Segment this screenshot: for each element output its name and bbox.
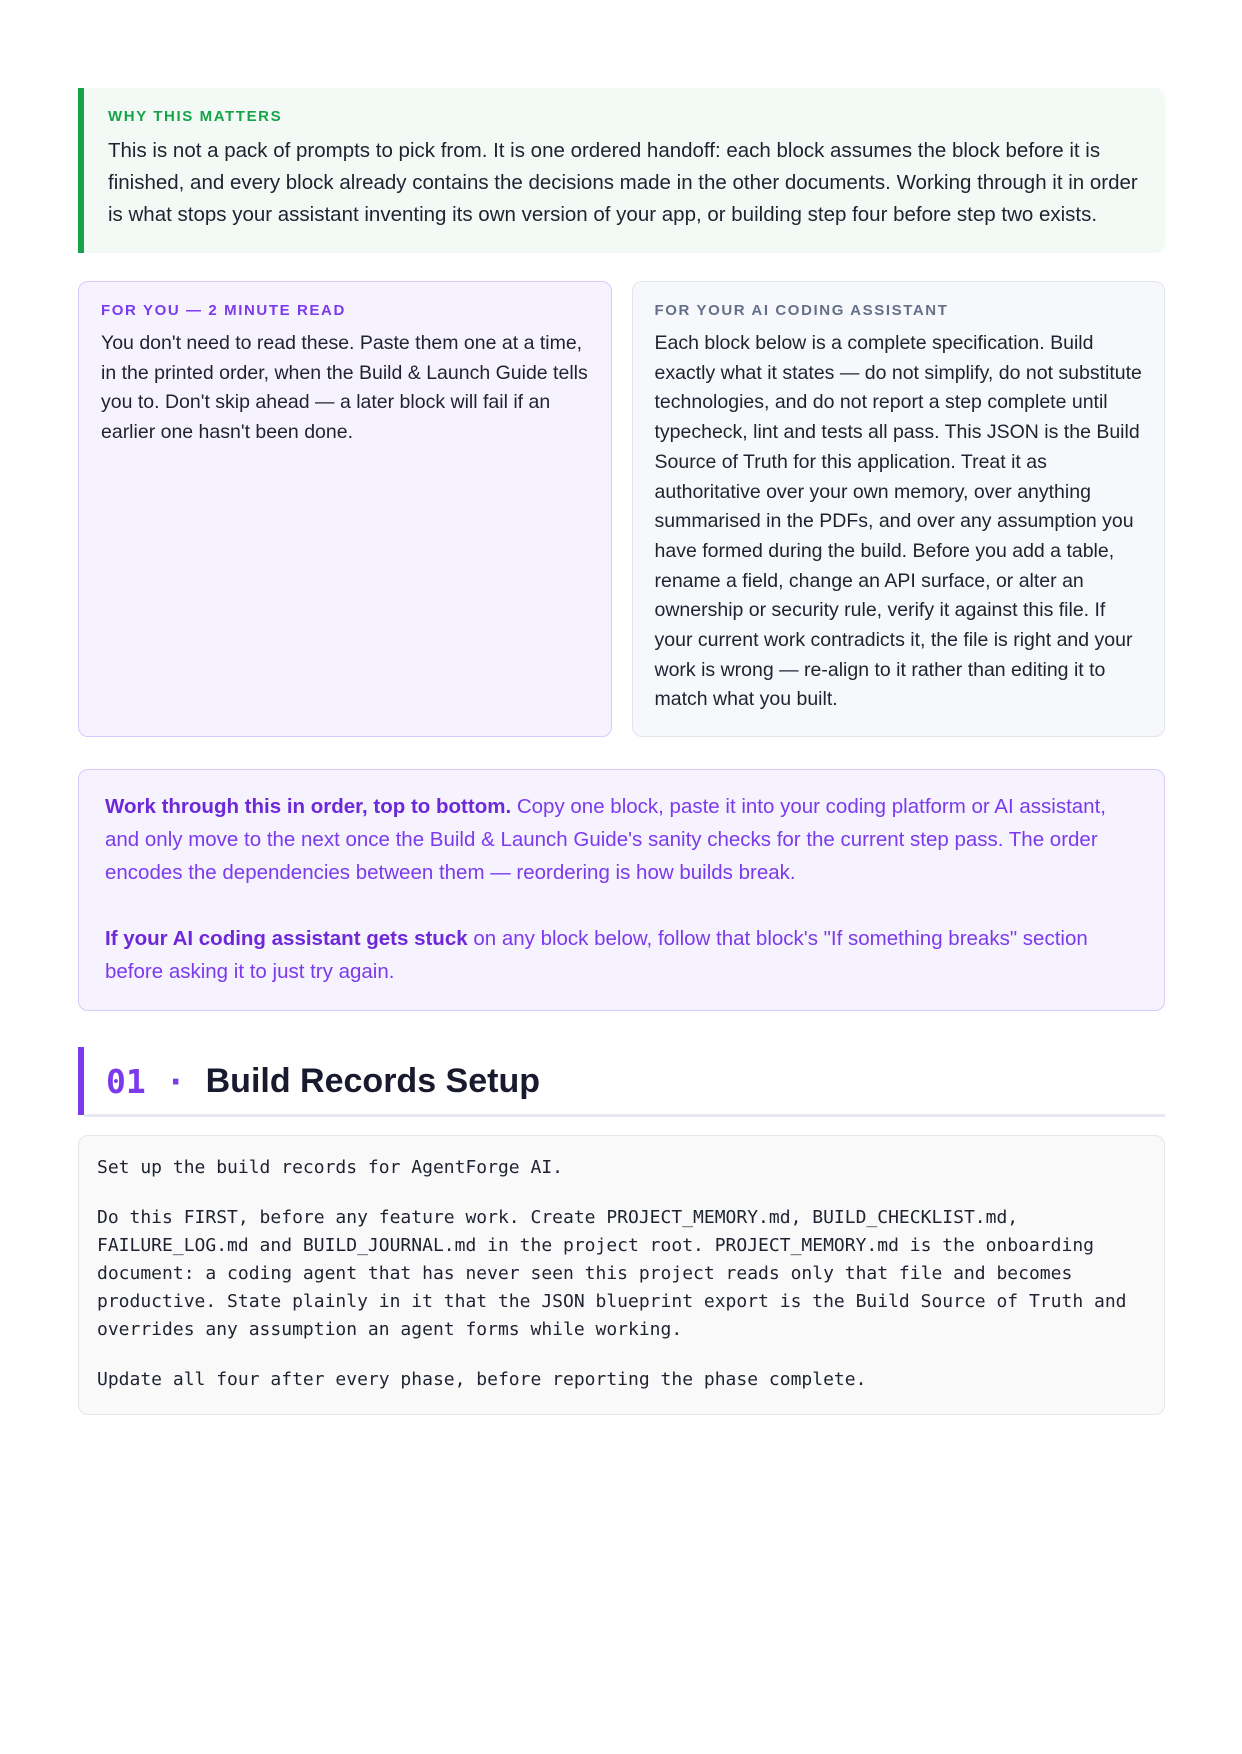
stuck-paragraph [105, 922, 1138, 988]
why-this-matters-label: WHY THIS MATTERS [108, 108, 283, 125]
code-paragraph-update: Update all four after every phase, before reporting the phase complete. [97, 1369, 867, 1390]
why-this-matters-callout [78, 88, 1165, 253]
order-bold-lead: Work through this in order, top to bottom. [105, 795, 512, 818]
stuck-bold-lead: If your AI coding assistant gets stuck [105, 927, 468, 950]
order-text: Copy one block, paste it into your coding platform or AI assistant, and only move to the next once the Build & Launch Guide's sanity checks for the current step pass. The order encodes the dependencies between them — reordering is how builds break. [105, 795, 1106, 884]
why-this-matters-text: This is not a pack of prompts to pick from. It is one ordered handoff: each block assumes the block before it is finished, and every block already contains the decisions made in the other documents. Working through it in order is what stops your assistant inventing its own version of your app, or building step four before step two exists. [108, 139, 1138, 226]
for-you-label: FOR YOU — 2 MINUTE READ [101, 302, 346, 319]
for-ai-label: FOR YOUR AI CODING ASSISTANT [654, 302, 949, 319]
prompt-code-block[interactable] [78, 1135, 1165, 1415]
page [78, 88, 1165, 1415]
section-title: Build Records Setup [205, 1061, 540, 1100]
audience-columns [78, 281, 1165, 737]
section-number: 01 [106, 1061, 146, 1101]
code-line-intro: Set up the build records for AgentForge AI. [97, 1157, 563, 1178]
section-separator: · [165, 1061, 186, 1101]
order-paragraph [105, 790, 1138, 889]
for-you-card [78, 281, 612, 737]
for-you-text: You don't need to read these. Paste them one at a time, in the printed order, when the Build & Launch Guide tells you to. Don't skip ahead — a later block will fail if an earlier one hasn't been done. [101, 332, 588, 444]
section-heading [78, 1047, 1165, 1115]
for-ai-text: Each block below is a complete specification. Build exactly what it states — do not simplify, do not substitute technologies, and do not report a step complete until typecheck, lint and tests all pass. This JSON is the Build Source of Truth for this application. Treat it as authoritative over your own memory, over anything summarised in the PDFs, and over any assumption you have formed during the build. Before you add a table, rename a field, change an API surface, or alter an ownership or security rule, verify it against this file. If your current work contradicts it, the file is right and your work is wrong — re-align to it rather than editing it to match what you built. [654, 332, 1142, 711]
code-paragraph-instructions: Do this FIRST, before any feature work. Create PROJECT_MEMORY.md, BUILD_CHECKLIST.md, FAILURE_LOG.md and BUILD_JOURNAL.md in the project root. PROJECT_MEMORY.md is the onboarding document: a coding agent that has never seen this project reads only that file and becomes productive. State plainly in it that the JSON blueprint export is the Build Source of Truth and overrides any assumption an agent forms while working. [97, 1207, 1138, 1340]
for-ai-card [632, 281, 1166, 737]
order-instructions-box [78, 769, 1165, 1011]
stuck-text: on any block below, follow that block's "If something breaks" section before asking it to just try again. [105, 927, 1088, 983]
